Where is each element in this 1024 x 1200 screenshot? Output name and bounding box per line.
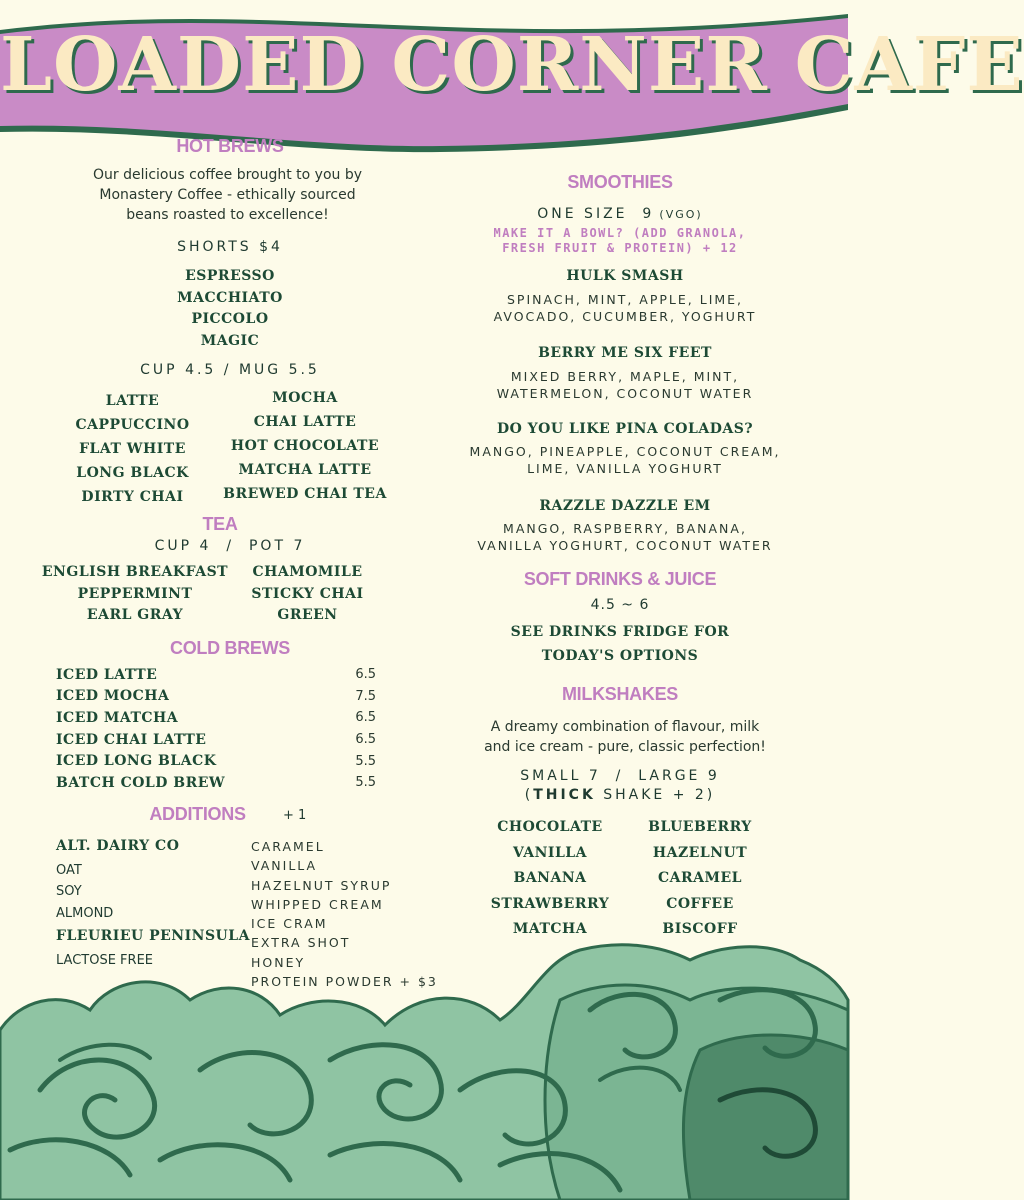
tea-list-left	[40, 562, 230, 627]
list-item: MATCHA	[512, 921, 588, 937]
cup-list-left	[50, 389, 215, 509]
list-item: HOT CHOCOLATE	[230, 438, 380, 454]
list-item: CARAMEL	[251, 839, 325, 854]
list-item: ICE CRAM	[251, 916, 328, 932]
list-item: ICED LATTE 6.5	[56, 666, 376, 683]
smoothie-size: ONE SIZE 9 (VGO)	[537, 206, 703, 222]
soft-drinks-price: 4.5 ~ 6	[590, 597, 650, 613]
list-item: MACCHIATO	[177, 289, 283, 306]
smoothie-ingredients: MIXED BERRY, MAPLE, MINT, WATERMELON, COCONUT WATER	[496, 369, 754, 401]
smoothie-name: BERRY ME SIX FEET	[538, 345, 712, 361]
milkshake-list-left	[475, 815, 625, 943]
list-item: CHOCOLATE	[497, 819, 603, 835]
list-item: MOCHA	[272, 390, 338, 406]
cold-brews-heading: COLD BREWS	[170, 638, 290, 658]
list-item: ICED MOCHA 7.5	[56, 688, 376, 705]
smoothie-ingredients: MANGO, RASPBERRY, BANANA, VANILLA YOGHURT, COCONUT WATER	[477, 521, 773, 553]
cup-mug-label: CUP 4.5 / MUG 5.5	[140, 362, 320, 378]
list-item: PROTEIN POWDER + $3	[251, 974, 438, 990]
list-item: GREEN	[277, 607, 338, 623]
alt-dairy-list	[56, 860, 113, 924]
list-item: OAT	[56, 863, 82, 878]
list-item: COFFEE	[666, 895, 734, 912]
tea-list-right	[225, 562, 390, 627]
list-item: LATTE	[105, 393, 160, 409]
smoothie-name: HULK SMASH	[566, 268, 684, 284]
milkshakes-heading: MILKSHAKES	[561, 684, 678, 704]
soft-drinks-note: SEE DRINKS FRIDGE FOR TODAY'S OPTIONS	[510, 624, 730, 664]
list-item: CARAMEL	[657, 870, 742, 886]
list-item: CHAMOMILE	[252, 564, 363, 580]
list-item: MATCHA LATTE	[238, 462, 372, 478]
cold-brews-list	[56, 664, 376, 794]
list-item: BATCH COLD BREW 5.5	[56, 774, 376, 791]
cup-list-right	[220, 386, 390, 506]
list-item: BLUEBERRY	[648, 819, 752, 835]
list-item: SOY	[56, 884, 82, 900]
list-item: STRAWBERRY	[490, 895, 610, 912]
hot-brews-description: Our delicious coffee brought to you by Monastery Coffee - ethically sourced beans roasted to excellence!	[92, 167, 363, 223]
smoothie-ingredients: MANGO, PINEAPPLE, COCONUT CREAM, LIME, VANILLA YOGHURT	[469, 444, 781, 476]
shorts-label: SHORTS $4	[177, 239, 283, 255]
list-item: ALMOND	[56, 905, 114, 921]
list-item: LACTOSE FREE	[56, 953, 153, 968]
tea-heading: TEA	[202, 514, 238, 534]
list-item: CHAI LATTE	[253, 414, 357, 430]
list-item: ESPRESSO	[185, 268, 275, 284]
list-item: PICCOLO	[191, 311, 269, 327]
list-item: BISCOFF	[662, 921, 738, 937]
list-item: STICKY CHAI	[251, 585, 364, 602]
smoothie-name: RAZZLE DAZZLE EM	[539, 498, 711, 514]
list-item: ICED CHAI LATTE 6.5	[56, 731, 376, 748]
list-item: ICED LONG BLACK 5.5	[56, 753, 376, 770]
additions-price: + 1	[283, 808, 307, 823]
list-item: BREWED CHAI TEA	[223, 486, 387, 502]
list-item: MAGIC	[200, 332, 260, 349]
list-item: BANANA	[513, 870, 587, 886]
list-item: EARL GRAY	[86, 607, 184, 623]
smoothie-name: DO YOU LIKE PINA COLADAS?	[496, 421, 754, 437]
list-item: DIRTY CHAI	[81, 489, 184, 505]
cafe-title: LOADED CORNER CAFE	[0, 22, 1024, 108]
hot-brews-heading: HOT BREWS	[176, 136, 284, 156]
list-item: ICED MATCHA 6.5	[56, 709, 376, 726]
list-item: WHIPPED CREAM	[251, 896, 384, 912]
list-item: PEPPERMINT	[77, 585, 193, 602]
list-item: HAZELNUT	[652, 844, 748, 861]
milkshakes-description: A dreamy combination of flavour, milk and ice cream - pure, classic perfection!	[484, 719, 766, 755]
list-item: EXTRA SHOT	[251, 935, 351, 951]
smoothie-ingredients: SPINACH, MINT, APPLE, LIME, AVOCADO, CUCUMBER, YOGHURT	[493, 292, 757, 324]
alt-dairy-label: ALT. DAIRY CO	[56, 838, 180, 854]
list-item: VANILLA	[512, 844, 588, 861]
milkshake-sizes: SMALL 7 / LARGE 9	[520, 768, 720, 784]
tea-sizes: CUP 4 / POT 7	[154, 538, 306, 554]
additions-heading: ADDITIONS	[149, 804, 246, 824]
list-item: HAZELNUT SYRUP	[251, 877, 392, 893]
list-item: FLAT WHITE	[79, 441, 186, 457]
soft-drinks-heading: SOFT DRINKS & JUICE	[523, 569, 717, 589]
bowl-upgrade: MAKE IT A BOWL? (ADD GRANOLA, FRESH FRUIT & PROTEIN) + 12	[493, 226, 747, 255]
smoothies-heading: SMOOTHIES	[567, 172, 673, 192]
list-item: CAPPUCCINO	[75, 417, 190, 433]
list-item: LONG BLACK	[76, 465, 189, 481]
list-item: VANILLA	[251, 858, 318, 874]
shorts-list	[120, 266, 340, 352]
milkshake-list-right	[625, 815, 775, 943]
thick-shake-note: (THICK SHAKE + 2)	[524, 787, 716, 803]
list-item: HONEY	[251, 954, 306, 970]
list-item: ENGLISH BREAKFAST	[41, 564, 229, 580]
fleurieu-label: FLEURIEU PENINSULA	[56, 928, 250, 944]
decorative-waves	[0, 940, 848, 1200]
